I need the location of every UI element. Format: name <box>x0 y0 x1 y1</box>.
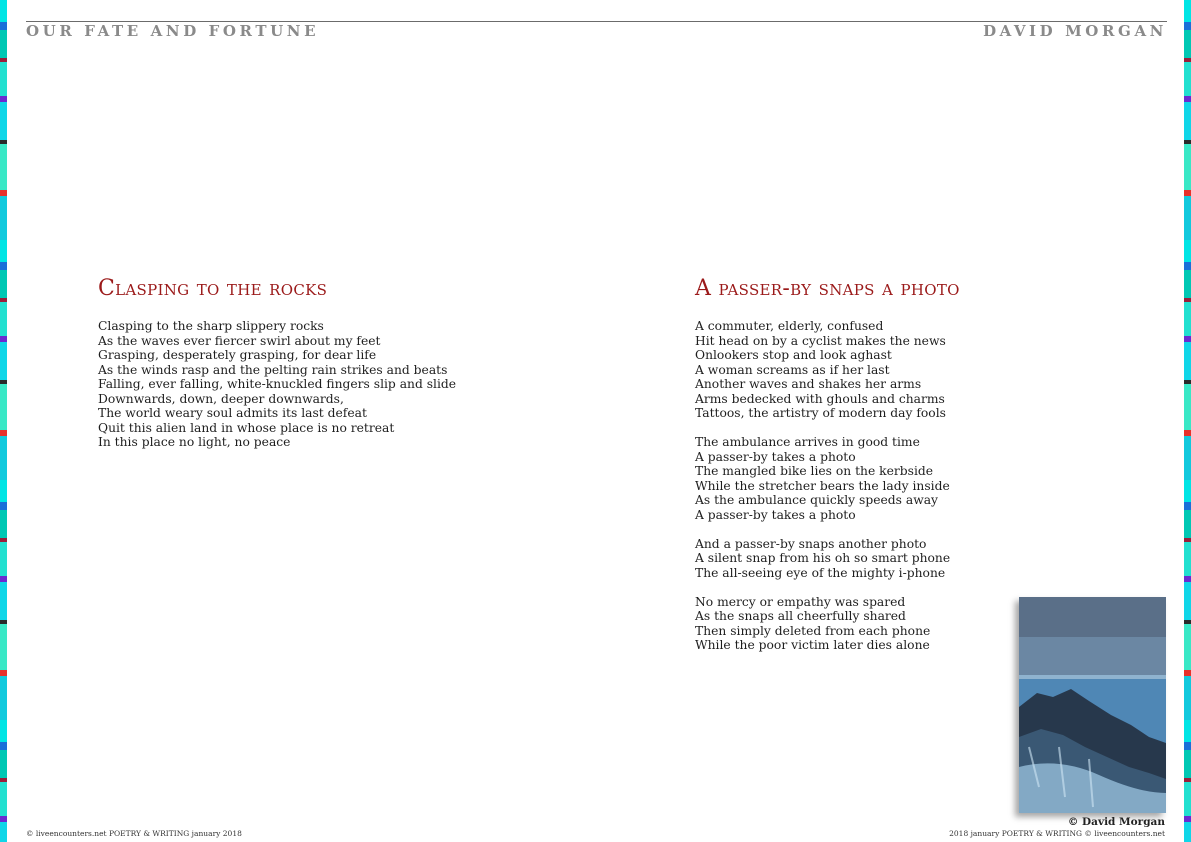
poem-line: A passer-by takes a photo <box>695 507 856 522</box>
poem-line: The world weary soul admits its last defeat <box>98 406 367 420</box>
stanza <box>695 595 1015 653</box>
poem-line: Tattoos, the artistry of modern day fools <box>695 406 946 420</box>
poem-line: As the waves ever fiercer swirl about my feet <box>98 333 381 348</box>
poem-line: The mangled bike lies on the kerbside <box>695 464 934 478</box>
stanza <box>695 319 1015 421</box>
poem-line: Then simply deleted from each phone <box>695 623 931 638</box>
poem-line: Grasping, desperately grasping, for dear life <box>98 348 377 362</box>
poem-line: Falling, ever falling, white-knuckled fingers slip and slide <box>98 377 457 391</box>
poem-line: A silent snap from his oh so smart phone <box>695 551 951 565</box>
poem-line: Onlookers stop and look aghast <box>695 348 892 362</box>
poem-line: Another waves and shakes her arms <box>695 377 922 391</box>
stanza <box>695 435 1015 522</box>
poem-line: Arms bedecked with ghouls and charms <box>695 391 945 406</box>
poem-line: As the winds rasp and the pelting rain strikes and beats <box>98 362 448 377</box>
poem-line: Clasping to the sharp slippery rocks <box>98 319 324 333</box>
poem-line: The ambulance arrives in good time <box>695 435 920 449</box>
seascape-illustration <box>1019 597 1166 813</box>
poem-line: And a passer-by snaps another photo <box>695 536 927 551</box>
running-head-title: OUR FATE AND FORTUNE <box>26 22 320 40</box>
poem-line: Hit head on by a cyclist makes the news <box>695 333 946 348</box>
seascape-photo <box>1019 597 1166 813</box>
footer-left: © liveencounters.net POETRY & WRITING january 2018 <box>26 829 242 838</box>
poem-title: Clasping to the rocks <box>98 276 328 301</box>
poem-a-passer-by-snaps-a-photo <box>695 276 1015 667</box>
poem-line: A woman screams as if her last <box>695 362 890 377</box>
photo-credit: © David Morgan <box>1067 816 1165 828</box>
footer-right: 2018 january POETRY & WRITING © liveencounters.net <box>949 829 1165 838</box>
poem-line: No mercy or empathy was spared <box>695 594 906 609</box>
poem-clasping-to-the-rocks <box>98 276 518 464</box>
poem-line: As the ambulance quickly speeds away <box>695 493 939 507</box>
running-head-author: DAVID MORGAN <box>983 22 1167 40</box>
poem-line: The all-seeing eye of the mighty i-phone <box>695 565 946 580</box>
stanza <box>695 537 1015 581</box>
decorative-edge-right <box>1184 0 1191 842</box>
stanza <box>98 319 518 450</box>
poem-line: Quit this alien land in whose place is no retreat <box>98 420 395 435</box>
poem-line: A passer-by takes a photo <box>695 449 856 464</box>
poem-line: While the poor victim later dies alone <box>695 638 930 652</box>
poem-line: Downwards, down, deeper downwards, <box>98 391 344 406</box>
poem-line: While the stretcher bears the lady inside <box>695 478 950 493</box>
decorative-edge-left <box>0 0 7 842</box>
poem-line: A commuter, elderly, confused <box>695 319 884 333</box>
poem-line: As the snaps all cheerfully shared <box>695 609 906 623</box>
poem-title: A passer-by snaps a photo <box>695 276 960 301</box>
poem-line: In this place no light, no peace <box>98 435 291 449</box>
